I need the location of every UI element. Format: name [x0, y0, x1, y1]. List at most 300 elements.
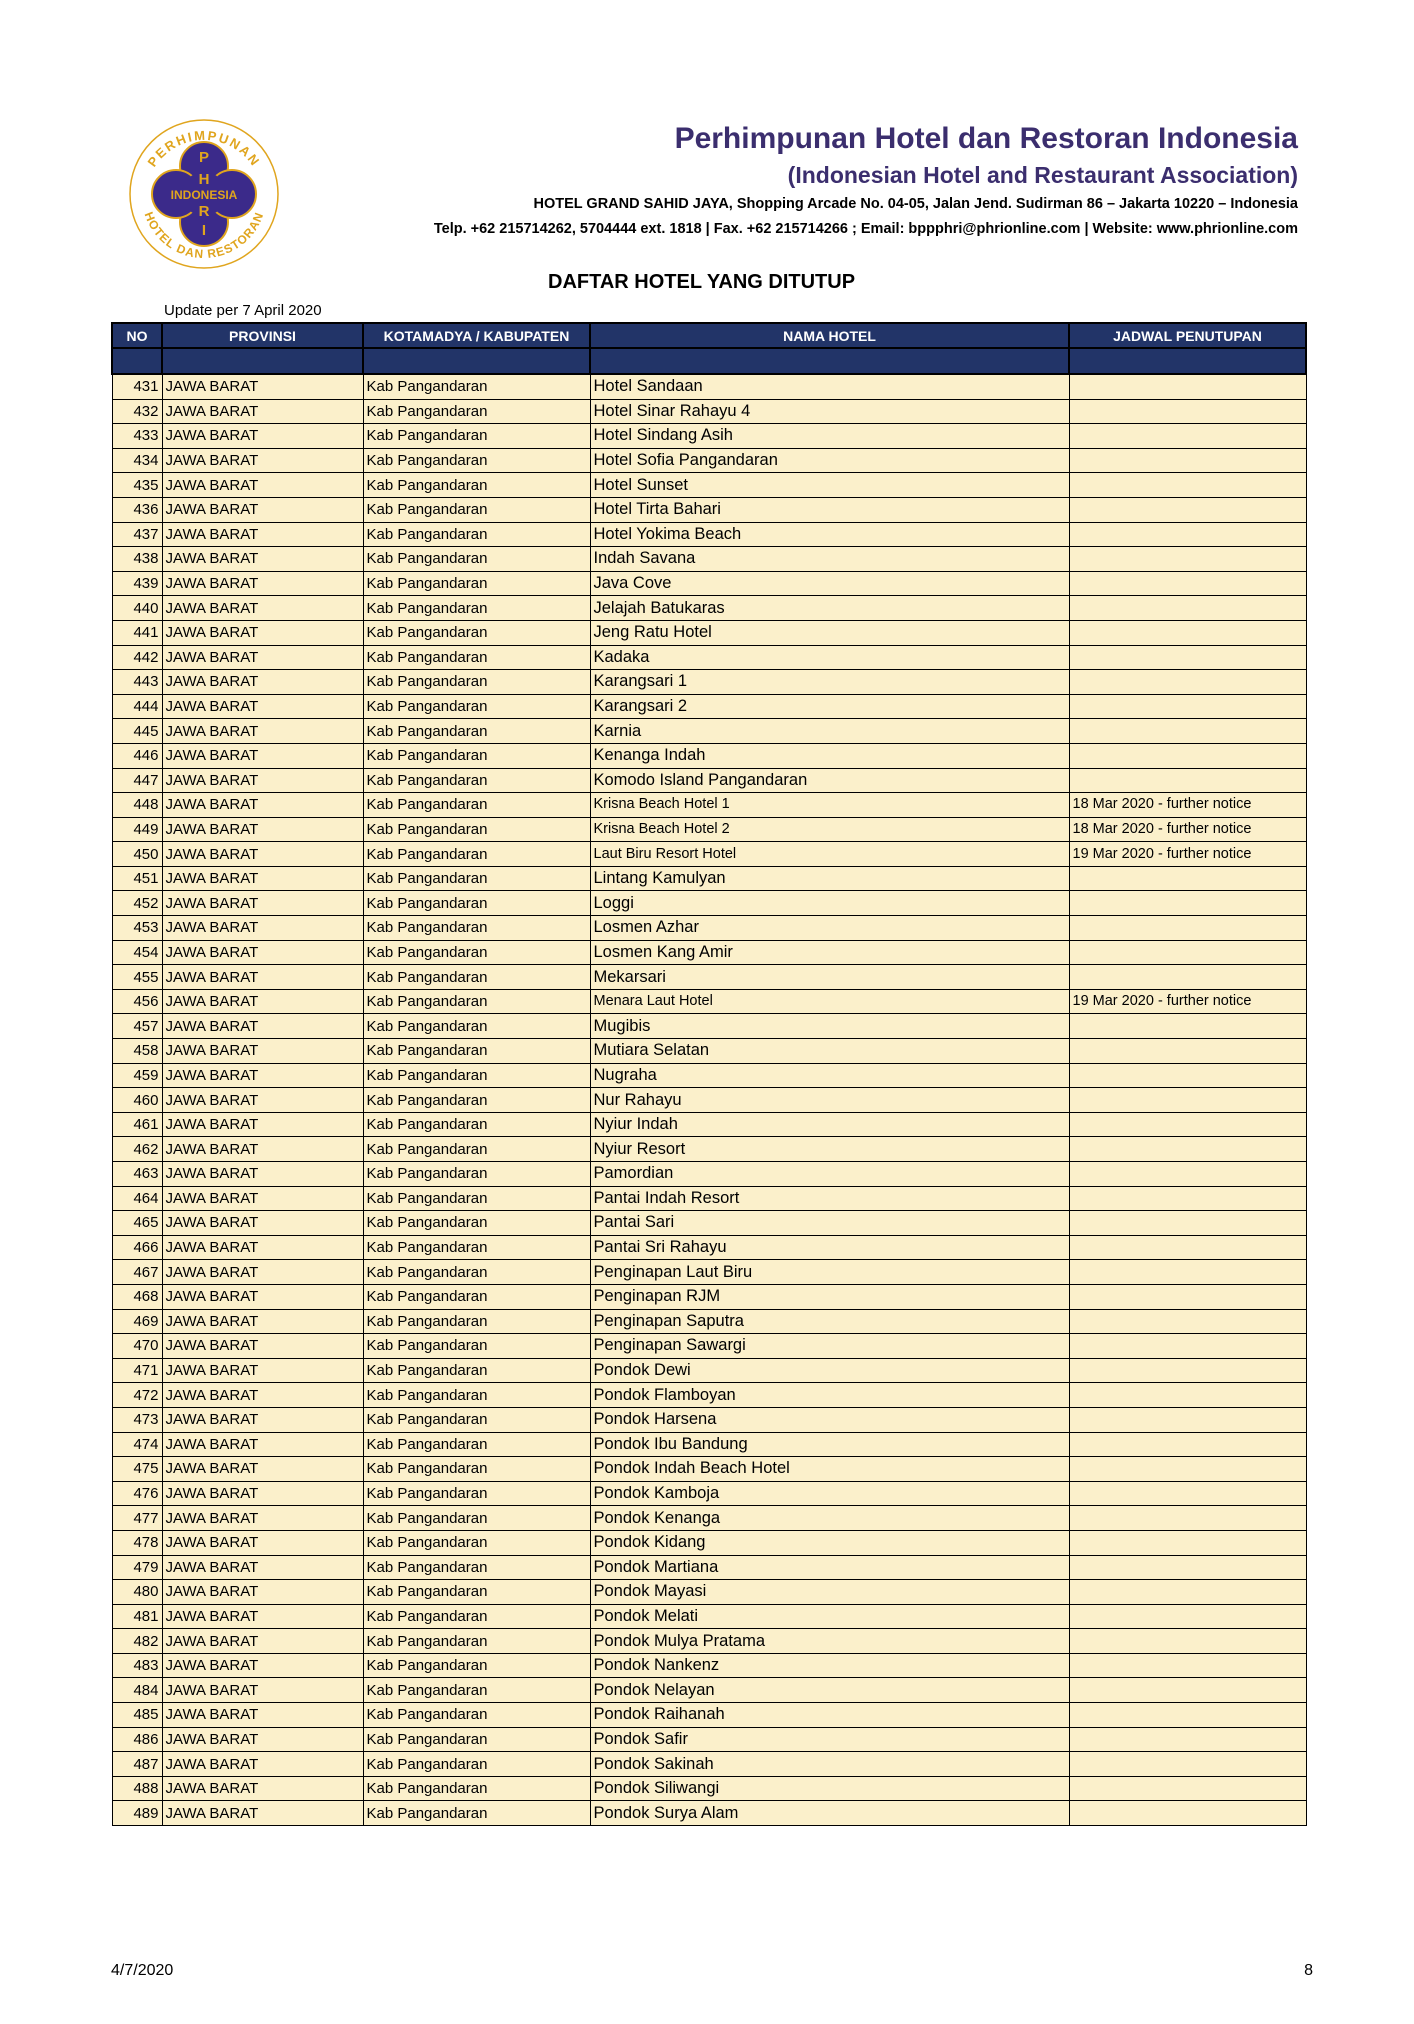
table-row — [112, 1260, 1306, 1285]
cell-no: 489 — [112, 1801, 162, 1826]
cell-provinsi: JAWA BARAT — [162, 1776, 363, 1801]
cell-provinsi: JAWA BARAT — [162, 1407, 363, 1432]
cell-jadwal — [1069, 940, 1306, 965]
cell-nama-hotel: Pondok Martiana — [590, 1555, 1069, 1580]
cell-kabupaten: Kab Pangandaran — [363, 1604, 590, 1629]
cell-provinsi: JAWA BARAT — [162, 719, 363, 744]
table-row — [112, 645, 1306, 670]
cell-no: 451 — [112, 866, 162, 891]
cell-jadwal — [1069, 768, 1306, 793]
cell-jadwal — [1069, 448, 1306, 473]
cell-nama-hotel: Pantai Indah Resort — [590, 1186, 1069, 1211]
cell-provinsi: JAWA BARAT — [162, 842, 363, 867]
cell-provinsi: JAWA BARAT — [162, 1260, 363, 1285]
logo-letter-h: H — [198, 171, 210, 188]
cell-kabupaten: Kab Pangandaran — [363, 473, 590, 498]
cell-provinsi: JAWA BARAT — [162, 1211, 363, 1236]
cell-jadwal — [1069, 1284, 1306, 1309]
cell-no: 464 — [112, 1186, 162, 1211]
cell-jadwal — [1069, 571, 1306, 596]
cell-jadwal: 19 Mar 2020 - further notice — [1069, 989, 1306, 1014]
cell-no: 455 — [112, 965, 162, 990]
cell-nama-hotel: Losmen Azhar — [590, 916, 1069, 941]
cell-nama-hotel: Nyiur Indah — [590, 1112, 1069, 1137]
cell-nama-hotel: Hotel Sofia Pangandaran — [590, 448, 1069, 473]
cell-provinsi: JAWA BARAT — [162, 547, 363, 572]
cell-nama-hotel: Nugraha — [590, 1063, 1069, 1088]
cell-nama-hotel: Pantai Sari — [590, 1211, 1069, 1236]
cell-provinsi: JAWA BARAT — [162, 1555, 363, 1580]
cell-provinsi: JAWA BARAT — [162, 399, 363, 424]
cell-nama-hotel: Laut Biru Resort Hotel — [590, 842, 1069, 867]
cell-jadwal: 18 Mar 2020 - further notice — [1069, 793, 1306, 818]
logo-ring-bottom: HOTEL DAN RESTORAN — [141, 209, 267, 262]
cell-provinsi: JAWA BARAT — [162, 1506, 363, 1531]
cell-provinsi: JAWA BARAT — [162, 645, 363, 670]
cell-kabupaten: Kab Pangandaran — [363, 1039, 590, 1064]
table-row — [112, 1604, 1306, 1629]
cell-kabupaten: Kab Pangandaran — [363, 424, 590, 449]
cell-provinsi: JAWA BARAT — [162, 989, 363, 1014]
cell-no: 466 — [112, 1235, 162, 1260]
table-row — [112, 1555, 1306, 1580]
cell-kabupaten: Kab Pangandaran — [363, 497, 590, 522]
cell-provinsi: JAWA BARAT — [162, 374, 363, 399]
cell-kabupaten: Kab Pangandaran — [363, 1284, 590, 1309]
cell-kabupaten: Kab Pangandaran — [363, 1112, 590, 1137]
table-row — [112, 891, 1306, 916]
cell-provinsi: JAWA BARAT — [162, 1530, 363, 1555]
cell-kabupaten: Kab Pangandaran — [363, 1703, 590, 1728]
cell-no: 475 — [112, 1457, 162, 1482]
cell-provinsi: JAWA BARAT — [162, 1186, 363, 1211]
cell-provinsi: JAWA BARAT — [162, 497, 363, 522]
cell-kabupaten: Kab Pangandaran — [363, 743, 590, 768]
cell-provinsi: JAWA BARAT — [162, 1580, 363, 1605]
cell-jadwal — [1069, 670, 1306, 695]
cell-jadwal — [1069, 645, 1306, 670]
cell-kabupaten: Kab Pangandaran — [363, 620, 590, 645]
table-row — [112, 1653, 1306, 1678]
table-row — [112, 1530, 1306, 1555]
cell-jadwal — [1069, 1334, 1306, 1359]
cell-provinsi: JAWA BARAT — [162, 1112, 363, 1137]
cell-jadwal — [1069, 1506, 1306, 1531]
table-row — [112, 497, 1306, 522]
table-row — [112, 1211, 1306, 1236]
cell-provinsi: JAWA BARAT — [162, 916, 363, 941]
cell-nama-hotel: Nyiur Resort — [590, 1137, 1069, 1162]
cell-provinsi: JAWA BARAT — [162, 1358, 363, 1383]
cell-provinsi: JAWA BARAT — [162, 743, 363, 768]
column-header-jadwal: JADWAL PENUTUPAN — [1069, 323, 1306, 348]
cell-nama-hotel: Karnia — [590, 719, 1069, 744]
cell-no: 486 — [112, 1727, 162, 1752]
cell-no: 435 — [112, 473, 162, 498]
table-row — [112, 522, 1306, 547]
cell-jadwal: 19 Mar 2020 - further notice — [1069, 842, 1306, 867]
cell-kabupaten: Kab Pangandaran — [363, 1727, 590, 1752]
cell-no: 431 — [112, 374, 162, 399]
cell-nama-hotel: Pondok Siliwangi — [590, 1776, 1069, 1801]
table-row — [112, 399, 1306, 424]
table-row — [112, 743, 1306, 768]
cell-provinsi: JAWA BARAT — [162, 473, 363, 498]
cell-no: 437 — [112, 522, 162, 547]
cell-provinsi: JAWA BARAT — [162, 817, 363, 842]
table-row — [112, 424, 1306, 449]
cell-kabupaten: Kab Pangandaran — [363, 645, 590, 670]
cell-kabupaten: Kab Pangandaran — [363, 793, 590, 818]
cell-jadwal — [1069, 1162, 1306, 1187]
cell-jadwal — [1069, 1604, 1306, 1629]
cell-provinsi: JAWA BARAT — [162, 1235, 363, 1260]
table-row — [112, 571, 1306, 596]
cell-provinsi: JAWA BARAT — [162, 1014, 363, 1039]
cell-nama-hotel: Penginapan Sawargi — [590, 1334, 1069, 1359]
cell-no: 459 — [112, 1063, 162, 1088]
org-name: Perhimpunan Hotel dan Restoran Indonesia — [674, 122, 1298, 155]
cell-nama-hotel: Pondok Nelayan — [590, 1678, 1069, 1703]
cell-nama-hotel: Pondok Raihanah — [590, 1703, 1069, 1728]
cell-kabupaten: Kab Pangandaran — [363, 1063, 590, 1088]
cell-jadwal — [1069, 965, 1306, 990]
cell-no: 480 — [112, 1580, 162, 1605]
cell-jadwal — [1069, 1112, 1306, 1137]
cell-nama-hotel: Krisna Beach Hotel 1 — [590, 793, 1069, 818]
cell-nama-hotel: Mutiara Selatan — [590, 1039, 1069, 1064]
cell-no: 450 — [112, 842, 162, 867]
cell-kabupaten: Kab Pangandaran — [363, 1653, 590, 1678]
table-row — [112, 1186, 1306, 1211]
cell-nama-hotel: Mugibis — [590, 1014, 1069, 1039]
cell-no: 481 — [112, 1604, 162, 1629]
cell-jadwal — [1069, 1678, 1306, 1703]
cell-kabupaten: Kab Pangandaran — [363, 596, 590, 621]
cell-provinsi: JAWA BARAT — [162, 768, 363, 793]
cell-nama-hotel: Pondok Mayasi — [590, 1580, 1069, 1605]
logo-letter-p: P — [198, 149, 210, 166]
cell-kabupaten: Kab Pangandaran — [363, 1014, 590, 1039]
cell-kabupaten: Kab Pangandaran — [363, 1776, 590, 1801]
cell-jadwal — [1069, 866, 1306, 891]
cell-nama-hotel: Hotel Sunset — [590, 473, 1069, 498]
cell-provinsi: JAWA BARAT — [162, 1752, 363, 1777]
cell-no: 443 — [112, 670, 162, 695]
cell-nama-hotel: Pondok Kamboja — [590, 1481, 1069, 1506]
cell-kabupaten: Kab Pangandaran — [363, 1235, 590, 1260]
cell-nama-hotel: Loggi — [590, 891, 1069, 916]
cell-nama-hotel: Kadaka — [590, 645, 1069, 670]
cell-no: 456 — [112, 989, 162, 1014]
cell-kabupaten: Kab Pangandaran — [363, 1678, 590, 1703]
cell-kabupaten: Kab Pangandaran — [363, 1457, 590, 1482]
cell-kabupaten: Kab Pangandaran — [363, 571, 590, 596]
cell-kabupaten: Kab Pangandaran — [363, 1358, 590, 1383]
cell-jadwal — [1069, 1407, 1306, 1432]
cell-nama-hotel: Hotel Sindang Asih — [590, 424, 1069, 449]
table-row — [112, 620, 1306, 645]
cell-no: 487 — [112, 1752, 162, 1777]
cell-kabupaten: Kab Pangandaran — [363, 1309, 590, 1334]
cell-jadwal — [1069, 547, 1306, 572]
cell-kabupaten: Kab Pangandaran — [363, 1530, 590, 1555]
cell-jadwal — [1069, 1727, 1306, 1752]
cell-jadwal — [1069, 399, 1306, 424]
cell-no: 472 — [112, 1383, 162, 1408]
cell-kabupaten: Kab Pangandaran — [363, 916, 590, 941]
cell-jadwal — [1069, 1014, 1306, 1039]
cell-nama-hotel: Pondok Kenanga — [590, 1506, 1069, 1531]
table-row — [112, 1776, 1306, 1801]
cell-nama-hotel: Penginapan RJM — [590, 1284, 1069, 1309]
cell-kabupaten: Kab Pangandaran — [363, 768, 590, 793]
cell-no: 469 — [112, 1309, 162, 1334]
cell-no: 439 — [112, 571, 162, 596]
cell-no: 482 — [112, 1629, 162, 1654]
cell-provinsi: JAWA BARAT — [162, 1383, 363, 1408]
cell-nama-hotel: Pondok Kidang — [590, 1530, 1069, 1555]
column-header-kabupaten: KOTAMADYA / KABUPATEN — [363, 323, 590, 348]
cell-provinsi: JAWA BARAT — [162, 1653, 363, 1678]
table-row — [112, 1801, 1306, 1826]
cell-kabupaten: Kab Pangandaran — [363, 940, 590, 965]
cell-no: 478 — [112, 1530, 162, 1555]
logo-letter-r: R — [198, 203, 210, 220]
table-row — [112, 1334, 1306, 1359]
cell-nama-hotel: Java Cove — [590, 571, 1069, 596]
cell-nama-hotel: Indah Savana — [590, 547, 1069, 572]
cell-provinsi: JAWA BARAT — [162, 1678, 363, 1703]
cell-no: 441 — [112, 620, 162, 645]
table-row — [112, 1580, 1306, 1605]
cell-no: 447 — [112, 768, 162, 793]
cell-jadwal — [1069, 719, 1306, 744]
table-row — [112, 817, 1306, 842]
cell-kabupaten: Kab Pangandaran — [363, 1186, 590, 1211]
footer-date: 4/7/2020 — [111, 1962, 174, 1979]
cell-jadwal — [1069, 1137, 1306, 1162]
phri-logo — [128, 118, 280, 270]
table-row — [112, 1284, 1306, 1309]
logo-ring-top: PERHIMPUNAN — [144, 127, 264, 170]
cell-kabupaten: Kab Pangandaran — [363, 1162, 590, 1187]
table-row — [112, 547, 1306, 572]
cell-nama-hotel: Lintang Kamulyan — [590, 866, 1069, 891]
cell-kabupaten: Kab Pangandaran — [363, 694, 590, 719]
document-title: DAFTAR HOTEL YANG DITUTUP — [548, 271, 856, 293]
cell-provinsi: JAWA BARAT — [162, 891, 363, 916]
cell-jadwal — [1069, 1039, 1306, 1064]
cell-nama-hotel: Pondok Surya Alam — [590, 1801, 1069, 1826]
cell-nama-hotel: Pondok Indah Beach Hotel — [590, 1457, 1069, 1482]
cell-jadwal: 18 Mar 2020 - further notice — [1069, 817, 1306, 842]
cell-nama-hotel: Pondok Nankenz — [590, 1653, 1069, 1678]
cell-kabupaten: Kab Pangandaran — [363, 1211, 590, 1236]
cell-no: 433 — [112, 424, 162, 449]
cell-jadwal — [1069, 1260, 1306, 1285]
cell-nama-hotel: Pondok Harsena — [590, 1407, 1069, 1432]
update-note: Update per 7 April 2020 — [164, 302, 322, 319]
cell-no: 467 — [112, 1260, 162, 1285]
cell-kabupaten: Kab Pangandaran — [363, 1481, 590, 1506]
cell-kabupaten: Kab Pangandaran — [363, 374, 590, 399]
table-row — [112, 1088, 1306, 1113]
table-row — [112, 448, 1306, 473]
cell-provinsi: JAWA BARAT — [162, 448, 363, 473]
cell-jadwal — [1069, 1653, 1306, 1678]
cell-no: 432 — [112, 399, 162, 424]
cell-jadwal — [1069, 1629, 1306, 1654]
table-row — [112, 1063, 1306, 1088]
cell-nama-hotel: Pantai Sri Rahayu — [590, 1235, 1069, 1260]
cell-provinsi: JAWA BARAT — [162, 1629, 363, 1654]
cell-jadwal — [1069, 1383, 1306, 1408]
cell-nama-hotel: Pondok Ibu Bandung — [590, 1432, 1069, 1457]
cell-no: 465 — [112, 1211, 162, 1236]
cell-provinsi: JAWA BARAT — [162, 1604, 363, 1629]
cell-no: 452 — [112, 891, 162, 916]
cell-nama-hotel: Pondok Mulya Pratama — [590, 1629, 1069, 1654]
cell-no: 438 — [112, 547, 162, 572]
cell-no: 476 — [112, 1481, 162, 1506]
cell-no: 457 — [112, 1014, 162, 1039]
cell-nama-hotel: Losmen Kang Amir — [590, 940, 1069, 965]
table-row — [112, 1137, 1306, 1162]
cell-kabupaten: Kab Pangandaran — [363, 1801, 590, 1826]
table-row — [112, 1727, 1306, 1752]
table-row — [112, 1235, 1306, 1260]
table-row — [112, 1383, 1306, 1408]
cell-no: 461 — [112, 1112, 162, 1137]
column-header-nama-hotel: NAMA HOTEL — [590, 323, 1069, 348]
cell-no: 434 — [112, 448, 162, 473]
cell-no: 484 — [112, 1678, 162, 1703]
cell-no: 453 — [112, 916, 162, 941]
cell-jadwal — [1069, 1358, 1306, 1383]
logo-center-text: INDONESIA — [170, 188, 238, 202]
table-row — [112, 1481, 1306, 1506]
cell-nama-hotel: Hotel Sinar Rahayu 4 — [590, 399, 1069, 424]
cell-nama-hotel: Menara Laut Hotel — [590, 989, 1069, 1014]
cell-provinsi: JAWA BARAT — [162, 1162, 363, 1187]
cell-jadwal — [1069, 1776, 1306, 1801]
cell-provinsi: JAWA BARAT — [162, 1703, 363, 1728]
cell-no: 440 — [112, 596, 162, 621]
table-row — [112, 694, 1306, 719]
cell-jadwal — [1069, 916, 1306, 941]
cell-provinsi: JAWA BARAT — [162, 522, 363, 547]
cell-kabupaten: Kab Pangandaran — [363, 891, 590, 916]
cell-jadwal — [1069, 1752, 1306, 1777]
cell-no: 448 — [112, 793, 162, 818]
cell-jadwal — [1069, 1580, 1306, 1605]
cell-nama-hotel: Hotel Yokima Beach — [590, 522, 1069, 547]
cell-provinsi: JAWA BARAT — [162, 1457, 363, 1482]
table-body — [112, 374, 1306, 1826]
cell-no: 468 — [112, 1284, 162, 1309]
table-row — [112, 1506, 1306, 1531]
cell-provinsi: JAWA BARAT — [162, 571, 363, 596]
cell-jadwal — [1069, 1703, 1306, 1728]
cell-provinsi: JAWA BARAT — [162, 1137, 363, 1162]
cell-nama-hotel: Mekarsari — [590, 965, 1069, 990]
cell-provinsi: JAWA BARAT — [162, 1309, 363, 1334]
cell-kabupaten: Kab Pangandaran — [363, 719, 590, 744]
cell-nama-hotel: Hotel Sandaan — [590, 374, 1069, 399]
cell-no: 445 — [112, 719, 162, 744]
cell-jadwal — [1069, 1457, 1306, 1482]
cell-provinsi: JAWA BARAT — [162, 866, 363, 891]
cell-jadwal — [1069, 1186, 1306, 1211]
cell-kabupaten: Kab Pangandaran — [363, 1580, 590, 1605]
cell-no: 474 — [112, 1432, 162, 1457]
cell-kabupaten: Kab Pangandaran — [363, 866, 590, 891]
table-header-row — [112, 323, 1306, 348]
cell-no: 449 — [112, 817, 162, 842]
cell-no: 473 — [112, 1407, 162, 1432]
table-row — [112, 1457, 1306, 1482]
cell-nama-hotel: Pondok Melati — [590, 1604, 1069, 1629]
column-header-no: NO — [112, 323, 162, 348]
cell-kabupaten: Kab Pangandaran — [363, 670, 590, 695]
cell-nama-hotel: Pamordian — [590, 1162, 1069, 1187]
org-contact: Telp. +62 215714262, 5704444 ext. 1818 | Fax. +62 215714266 ; Email: bppphri@phrionline.com | Website: www.phrionline.com — [433, 221, 1298, 237]
cell-nama-hotel: Kenanga Indah — [590, 743, 1069, 768]
table-row — [112, 842, 1306, 867]
column-header-provinsi: PROVINSI — [162, 323, 363, 348]
cell-kabupaten: Kab Pangandaran — [363, 1407, 590, 1432]
table-row — [112, 1752, 1306, 1777]
cell-provinsi: JAWA BARAT — [162, 694, 363, 719]
cell-provinsi: JAWA BARAT — [162, 1039, 363, 1064]
cell-no: 454 — [112, 940, 162, 965]
table-row — [112, 1014, 1306, 1039]
cell-provinsi: JAWA BARAT — [162, 793, 363, 818]
cell-kabupaten: Kab Pangandaran — [363, 1752, 590, 1777]
cell-nama-hotel: Pondok Dewi — [590, 1358, 1069, 1383]
cell-kabupaten: Kab Pangandaran — [363, 1506, 590, 1531]
cell-kabupaten: Kab Pangandaran — [363, 965, 590, 990]
cell-provinsi: JAWA BARAT — [162, 1063, 363, 1088]
cell-jadwal — [1069, 424, 1306, 449]
cell-jadwal — [1069, 1235, 1306, 1260]
table-row — [112, 1112, 1306, 1137]
cell-jadwal — [1069, 1063, 1306, 1088]
cell-nama-hotel: Pondok Sakinah — [590, 1752, 1069, 1777]
cell-jadwal — [1069, 1309, 1306, 1334]
cell-jadwal — [1069, 1801, 1306, 1826]
cell-jadwal — [1069, 1530, 1306, 1555]
cell-no: 458 — [112, 1039, 162, 1064]
cell-nama-hotel: Komodo Island Pangandaran — [590, 768, 1069, 793]
table-row — [112, 916, 1306, 941]
cell-no: 477 — [112, 1506, 162, 1531]
table-row — [112, 866, 1306, 891]
cell-provinsi: JAWA BARAT — [162, 1727, 363, 1752]
cell-nama-hotel: Penginapan Saputra — [590, 1309, 1069, 1334]
table-row — [112, 793, 1306, 818]
cell-no: 460 — [112, 1088, 162, 1113]
cell-kabupaten: Kab Pangandaran — [363, 399, 590, 424]
cell-no: 463 — [112, 1162, 162, 1187]
cell-provinsi: JAWA BARAT — [162, 940, 363, 965]
cell-provinsi: JAWA BARAT — [162, 1481, 363, 1506]
cell-no: 442 — [112, 645, 162, 670]
cell-kabupaten: Kab Pangandaran — [363, 1137, 590, 1162]
cell-jadwal — [1069, 473, 1306, 498]
cell-nama-hotel: Nur Rahayu — [590, 1088, 1069, 1113]
